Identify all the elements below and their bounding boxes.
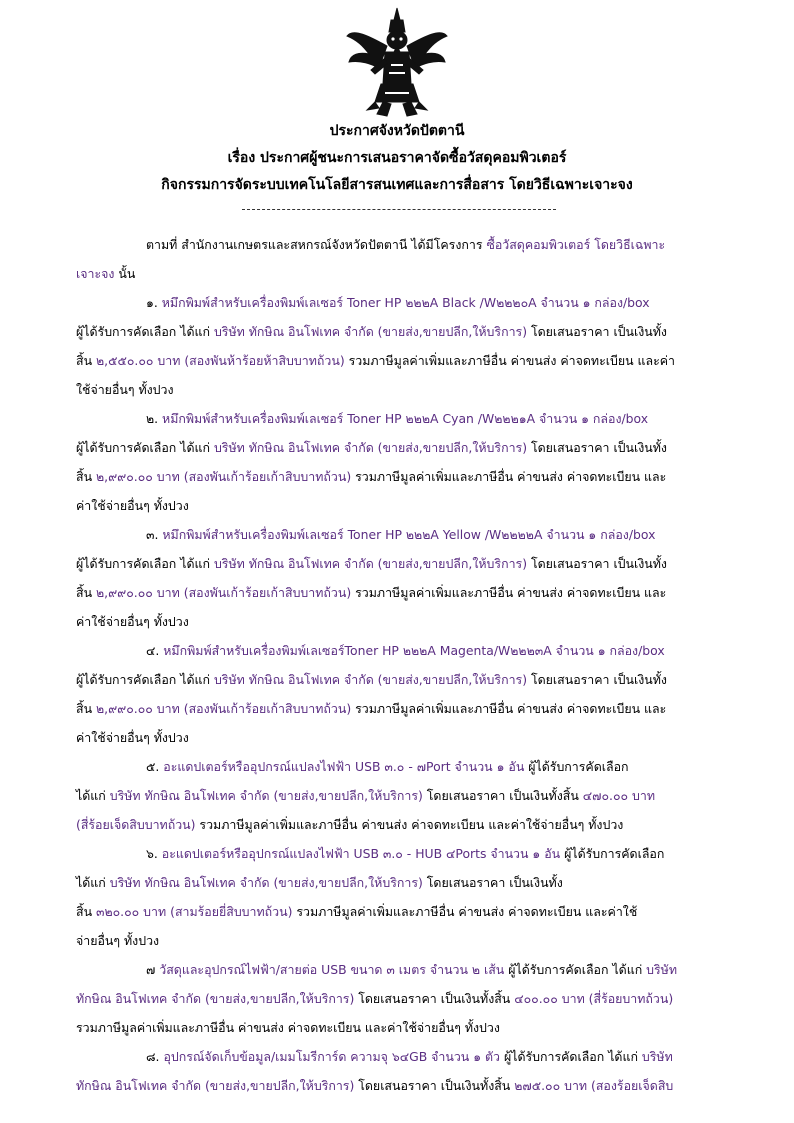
winner-label: ผู้ได้รับการคัดเลือก ได้แก่ — [76, 324, 214, 339]
total-label: สิ้น — [76, 904, 96, 919]
winner-company-start: บริษัท — [646, 962, 678, 977]
total-label: สิ้น — [76, 701, 96, 716]
winner-label: ผู้ได้รับการคัดเลือก — [560, 846, 665, 861]
item-number: ๘. — [146, 1049, 164, 1064]
announcement-body — [76, 230, 716, 1100]
tax-note-end: ค่าใช้จ่ายอื่นๆ ทั้งปวง — [76, 498, 189, 513]
item-6-line-4 — [76, 926, 716, 955]
item-2-line-3 — [76, 462, 716, 491]
item-name: อุปกรณ์จัดเก็บข้อมูล/เมมโมรีการ์ด ความจุ ๖๔GB จำนวน ๑ ตัว — [163, 1049, 501, 1064]
price-label: โดยเสนอราคา เป็นเงินทั้ง — [527, 556, 667, 571]
item-3-title — [76, 520, 716, 549]
item-name: หมึกพิมพ์สำหรับเครื่องพิมพ์เลเซอร์ Toner HP ๒๒๒A Yellow /W๒๒๒๒A จำนวน ๑ กล่อง/box — [162, 527, 656, 542]
garuda-emblem-icon — [339, 6, 455, 118]
item-5-line-3 — [76, 810, 716, 839]
item-1-line-4 — [76, 375, 716, 404]
item-1-line-2 — [76, 317, 716, 346]
item-name: วัสดุและอุปกรณ์ไฟฟ้า/สายต่อ USB ขนาด ๓ เมตร จำนวน ๒ เส้น — [159, 962, 505, 977]
announcement-subject: เรื่อง ประกาศผู้ชนะการเสนอราคาจัดซื้อวัสดุคอมพิวเตอร์ — [227, 150, 567, 166]
winner-company-start: บริษัท — [641, 1049, 673, 1064]
item-7-title — [76, 955, 716, 984]
winner-label: ผู้ได้รับการคัดเลือก ได้แก่ — [76, 440, 214, 455]
total-label: สิ้น — [76, 585, 96, 600]
intro-line-1 — [76, 230, 716, 259]
item-5-title — [76, 752, 716, 781]
item-1-line-3 — [76, 346, 716, 375]
item-6-line-2 — [76, 868, 716, 897]
winner-label-end: ได้แก่ — [76, 788, 110, 803]
winner-company: บริษัท ทักษิณ อินโฟเทค จำกัด (ขายส่ง,ขายปลีก,ให้บริการ) — [109, 875, 423, 890]
item-number: ๖. — [146, 846, 162, 861]
item-number: ๕. — [146, 759, 164, 774]
winner-company: บริษัท ทักษิณ อินโฟเทค จำกัด (ขายส่ง,ขายปลีก,ให้บริการ) — [213, 672, 528, 687]
price-label: โดยเสนอราคา เป็นเงินทั้ง — [527, 440, 667, 455]
total-label: สิ้น — [76, 469, 96, 484]
item-number: ๓. — [146, 527, 163, 542]
winner-label: ผู้ได้รับการคัดเลือก ได้แก่ — [76, 556, 214, 571]
item-7-line-2 — [76, 984, 716, 1013]
intro-end: นั้น — [114, 266, 136, 281]
item-name: หมึกพิมพ์สำหรับเครื่องพิมพ์เลเซอร์ Toner HP ๒๒๒A Black /W๒๒๒๐A จำนวน ๑ กล่อง/box — [161, 295, 650, 310]
winner-company: บริษัท ทักษิณ อินโฟเทค จำกัด (ขายส่ง,ขายปลีก,ให้บริการ) — [109, 788, 423, 803]
total-label: สิ้น — [76, 353, 96, 368]
price-amount: ๒๗๕.๐๐ บาท (สองร้อยเจ็ดสิบ — [514, 1078, 674, 1093]
item-3-line-4 — [76, 607, 716, 636]
item-4-line-4 — [76, 723, 716, 752]
price-amount: ๒,๙๙๐.๐๐ บาท (สองพันเก้าร้อยเก้าสิบบาทถ้วน) — [95, 585, 352, 600]
winner-company: บริษัท ทักษิณ อินโฟเทค จำกัด (ขายส่ง,ขายปลีก,ให้บริการ) — [213, 324, 528, 339]
dashed-divider — [242, 209, 556, 210]
tax-note: รวมภาษีมูลค่าเพิ่มและภาษีอื่น ค่าขนส่ง ค่าจดทะเบียน และค่าใช้จ่ายอื่นๆ ทั้งปวง — [76, 1020, 500, 1035]
tax-note: รวมภาษีมูลค่าเพิ่มและภาษีอื่น ค่าขนส่ง ค่าจดทะเบียน และค่าใช้จ่ายอื่นๆ ทั้งปวง — [195, 817, 624, 832]
intro-line-2 — [76, 259, 716, 288]
item-4-line-3 — [76, 694, 716, 723]
item-3-line-2 — [76, 549, 716, 578]
winner-company: บริษัท ทักษิณ อินโฟเทค จำกัด (ขายส่ง,ขายปลีก,ให้บริการ) — [213, 556, 528, 571]
item-number: ๗ — [146, 962, 160, 977]
winner-company: บริษัท ทักษิณ อินโฟเทค จำกัด (ขายส่ง,ขายปลีก,ให้บริการ) — [213, 440, 528, 455]
item-6-title — [76, 839, 716, 868]
winner-label-end: ได้แก่ — [76, 875, 110, 890]
item-3-line-3 — [76, 578, 716, 607]
item-2-line-4 — [76, 491, 716, 520]
intro-project-end: เจาะจง — [76, 266, 115, 281]
winner-company: ทักษิณ อินโฟเทค จำกัด (ขายส่ง,ขายปลีก,ให้บริการ) — [76, 991, 355, 1006]
price-label: โดยเสนอราคา เป็นเงินทั้ง — [527, 324, 667, 339]
item-7-line-3 — [76, 1013, 716, 1042]
tax-note: รวมภาษีมูลค่าเพิ่มและภาษีอื่น ค่าขนส่ง ค่าจดทะเบียน และค่าใช้ — [292, 904, 638, 919]
item-8-title — [76, 1042, 716, 1071]
tax-note: รวมภาษีมูลค่าเพิ่มและภาษีอื่น ค่าขนส่ง ค่าจดทะเบียน และค่า — [344, 353, 675, 368]
price-label: โดยเสนอราคา เป็นเงินทั้งสิ้น — [354, 1078, 515, 1093]
announcement-title: ประกาศจังหวัดปัตตานี — [329, 123, 465, 139]
winner-label: ผู้ได้รับการคัดเลือก ได้แก่ — [76, 672, 214, 687]
price-label: โดยเสนอราคา เป็นเงินทั้ง — [527, 672, 667, 687]
tax-note: รวมภาษีมูลค่าเพิ่มและภาษีอื่น ค่าขนส่ง ค่าจดทะเบียน และ — [351, 701, 667, 716]
item-number: ๔. — [146, 643, 164, 658]
intro-text: ตามที่ สำนักงานเกษตรและสหกรณ์จังหวัดปัตตานี ได้มีโครงการ — [146, 237, 487, 252]
announcement-activity: กิจกรรมการจัดระบบเทคโนโลยีสารสนเทศและการสื่อสาร โดยวิธีเฉพาะเจาะจง — [161, 177, 633, 193]
winner-label: ผู้ได้รับการคัดเลือก — [524, 759, 629, 774]
price-amount: ๓๒๐.๐๐ บาท (สามร้อยยี่สิบบาทถ้วน) — [95, 904, 293, 919]
item-8-line-2 — [76, 1071, 716, 1100]
price-amount: ๔๐๐.๐๐ บาท (สี่ร้อยบาทถ้วน) — [514, 991, 674, 1006]
item-6-line-3 — [76, 897, 716, 926]
item-1-title — [76, 288, 716, 317]
tax-note: รวมภาษีมูลค่าเพิ่มและภาษีอื่น ค่าขนส่ง ค่าจดทะเบียน และ — [351, 585, 667, 600]
price-label: โดยเสนอราคา เป็นเงินทั้งสิ้น — [354, 991, 515, 1006]
price-amount: ๔๗๐.๐๐ บาท — [582, 788, 656, 803]
tax-note: รวมภาษีมูลค่าเพิ่มและภาษีอื่น ค่าขนส่ง ค่าจดทะเบียน และ — [351, 469, 667, 484]
winner-label: ผู้ได้รับการคัดเลือก ได้แก่ — [500, 1049, 642, 1064]
item-name: อะแดปเตอร์หรืออุปกรณ์แปลงไฟฟ้า USB ๓.๐ - ๗Port จำนวน ๑ อัน — [163, 759, 525, 774]
item-number: ๒. — [146, 411, 163, 426]
tax-note-end: ค่าใช้จ่ายอื่นๆ ทั้งปวง — [76, 730, 189, 745]
item-4-line-2 — [76, 665, 716, 694]
intro-project: ซื้อวัสดุคอมพิวเตอร์ โดยวิธีเฉพาะ — [486, 237, 666, 252]
price-amount: ๒,๕๕๐.๐๐ บาท (สองพันห้าร้อยห้าสิบบาทถ้วน) — [95, 353, 345, 368]
item-number: ๑. — [146, 295, 162, 310]
winner-company: ทักษิณ อินโฟเทค จำกัด (ขายส่ง,ขายปลีก,ให้บริการ) — [76, 1078, 355, 1093]
price-amount: ๒,๙๙๐.๐๐ บาท (สองพันเก้าร้อยเก้าสิบบาทถ้วน) — [95, 469, 352, 484]
tax-note-end: ใช้จ่ายอื่นๆ ทั้งปวง — [76, 382, 174, 397]
item-5-line-2 — [76, 781, 716, 810]
item-name: อะแดปเตอร์หรืออุปกรณ์แปลงไฟฟ้า USB ๓.๐ - HUB ๔Ports จำนวน ๑ อัน — [161, 846, 561, 861]
price-amount: ๒,๙๙๐.๐๐ บาท (สองพันเก้าร้อยเก้าสิบบาทถ้วน) — [95, 701, 352, 716]
price-label: โดยเสนอราคา เป็นเงินทั้ง — [422, 875, 563, 890]
item-2-line-2 — [76, 433, 716, 462]
item-name: หมึกพิมพ์สำหรับเครื่องพิมพ์เลเซอร์ Toner HP ๒๒๒A Cyan /W๒๒๒๑A จำนวน ๑ กล่อง/box — [162, 411, 649, 426]
item-2-title — [76, 404, 716, 433]
price-words: (สี่ร้อยเจ็ดสิบบาทถ้วน) — [76, 817, 196, 832]
tax-note-end: จ่ายอื่นๆ ทั้งปวง — [76, 933, 160, 948]
item-name: หมึกพิมพ์สำหรับเครื่องพิมพ์เลเซอร์Toner HP ๒๒๒A Magenta/W๒๒๒๓A จำนวน ๑ กล่อง/box — [163, 643, 665, 658]
price-label: โดยเสนอราคา เป็นเงินทั้งสิ้น — [422, 788, 583, 803]
tax-note-end: ค่าใช้จ่ายอื่นๆ ทั้งปวง — [76, 614, 189, 629]
winner-label: ผู้ได้รับการคัดเลือก ได้แก่ — [504, 962, 647, 977]
item-4-title — [76, 636, 716, 665]
